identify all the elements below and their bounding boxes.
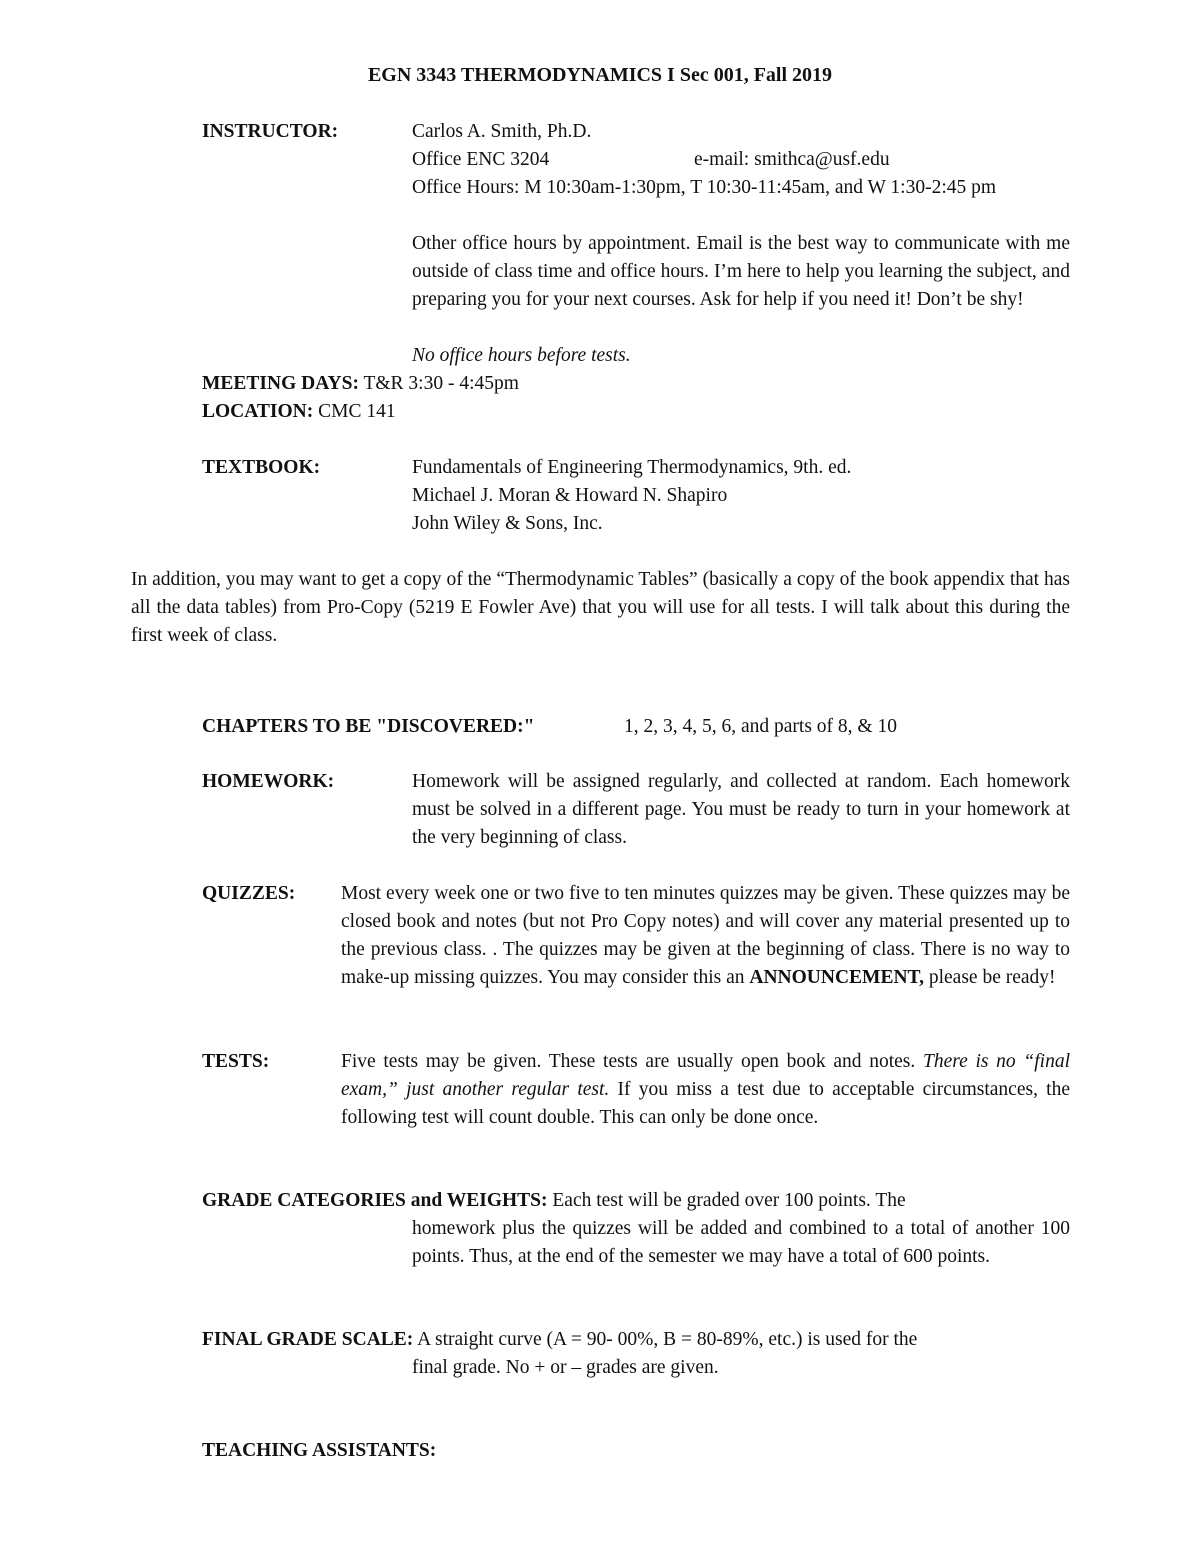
tests-text-end: If you miss a test due to acceptable circumstances, the following test will count double. This can only be done once. bbox=[341, 1079, 1070, 1128]
scale-label: FINAL GRADE SCALE: bbox=[202, 1329, 414, 1350]
grades-first-line bbox=[202, 1187, 1070, 1215]
office-hours-other: Other office hours by appointment. Email is the best way to communicate with me outside of class time and office hours. I’m here to help you learning the subject, and preparing you for your next courses. Ask for help if you need it! Don’t be shy! bbox=[412, 233, 1070, 310]
ta-label: TEACHING ASSISTANTS: bbox=[202, 1440, 437, 1461]
location-value: CMC 141 bbox=[318, 401, 396, 422]
tests-label: TESTS: bbox=[202, 1051, 270, 1072]
quizzes-announcement: ANNOUNCEMENT, bbox=[749, 967, 924, 988]
location-label: LOCATION: bbox=[202, 401, 314, 422]
homework-text: Homework will be assigned regularly, and collected at random. Each homework must be solved in a different page. You must be ready to turn in your homework at the very beginning of class. bbox=[412, 771, 1070, 848]
meeting-days-value: T&R 3:30 - 4:45pm bbox=[363, 373, 519, 394]
quizzes-text-end: please be ready! bbox=[928, 967, 1056, 988]
grades-label: GRADE CATEGORIES and WEIGHTS: bbox=[202, 1190, 548, 1211]
instructor-office: Office ENC 3204 bbox=[412, 149, 550, 170]
textbook-publisher: John Wiley & Sons, Inc. bbox=[412, 513, 603, 534]
grades-text-first: Each test will be graded over 100 points. The bbox=[552, 1190, 906, 1211]
meeting-days-label: MEETING DAYS: bbox=[202, 373, 359, 394]
quizzes-label: QUIZZES: bbox=[202, 883, 296, 904]
chapters-value: 1, 2, 3, 4, 5, 6, and parts of 8, & 10 bbox=[624, 716, 897, 737]
quizzes-text-main: Most every week one or two five to ten minutes quizzes may be given. These quizzes may be closed book and notes (but not Pro Copy notes) and will cover any material presented up to the previous class. . The quizzes may be given at the beginning of class. There is no way to make-up missing quizzes. You may consider this an bbox=[341, 883, 1070, 988]
chapters-label: CHAPTERS TO BE "DISCOVERED:" bbox=[202, 716, 535, 737]
meeting-days bbox=[202, 370, 519, 398]
tests-text bbox=[341, 1048, 1070, 1132]
office-hours-note: No office hours before tests. bbox=[412, 345, 631, 366]
quizzes-text bbox=[341, 880, 1070, 992]
tests-text-main: Five tests may be given. These tests are usually open book and notes. bbox=[341, 1051, 916, 1072]
scale-text-rest: final grade. No + or – grades are given. bbox=[412, 1357, 719, 1378]
instructor-email: e-mail: smithca@usf.edu bbox=[694, 149, 890, 170]
tables-paragraph: In addition, you may want to get a copy of the “Thermodynamic Tables” (basically a copy of the book appendix that has all the data tables) from Pro-Copy (5219 E Fowler Ave) that you will use for all tests. I will talk about this during the first week of class. bbox=[131, 569, 1070, 646]
tests-final-exam-note: There is no “final exam,” just another regular test. bbox=[341, 1051, 1070, 1100]
page-title: EGN 3343 THERMODYNAMICS I Sec 001, Fall 2019 bbox=[367, 64, 833, 86]
textbook-title: Fundamentals of Engineering Thermodynamics, 9th. ed. bbox=[412, 457, 852, 478]
textbook-label: TEXTBOOK: bbox=[202, 457, 321, 478]
grades-text-rest: homework plus the quizzes will be added and combined to a total of another 100 points. Thus, at the end of the semester we may have a total of 600 points. bbox=[412, 1218, 1070, 1267]
instructor-name: Carlos A. Smith, Ph.D. bbox=[412, 121, 592, 142]
scale-text-first: A straight curve (A = 90- 00%, B = 80-89%, etc.) is used for the bbox=[417, 1329, 918, 1350]
textbook-authors: Michael J. Moran & Howard N. Shapiro bbox=[412, 485, 728, 506]
scale-first-line bbox=[202, 1326, 1070, 1354]
homework-label: HOMEWORK: bbox=[202, 771, 335, 792]
location bbox=[202, 398, 396, 426]
office-hours: Office Hours: M 10:30am-1:30pm, T 10:30-11:45am, and W 1:30-2:45 pm bbox=[412, 177, 997, 198]
instructor-label: INSTRUCTOR: bbox=[202, 121, 339, 142]
